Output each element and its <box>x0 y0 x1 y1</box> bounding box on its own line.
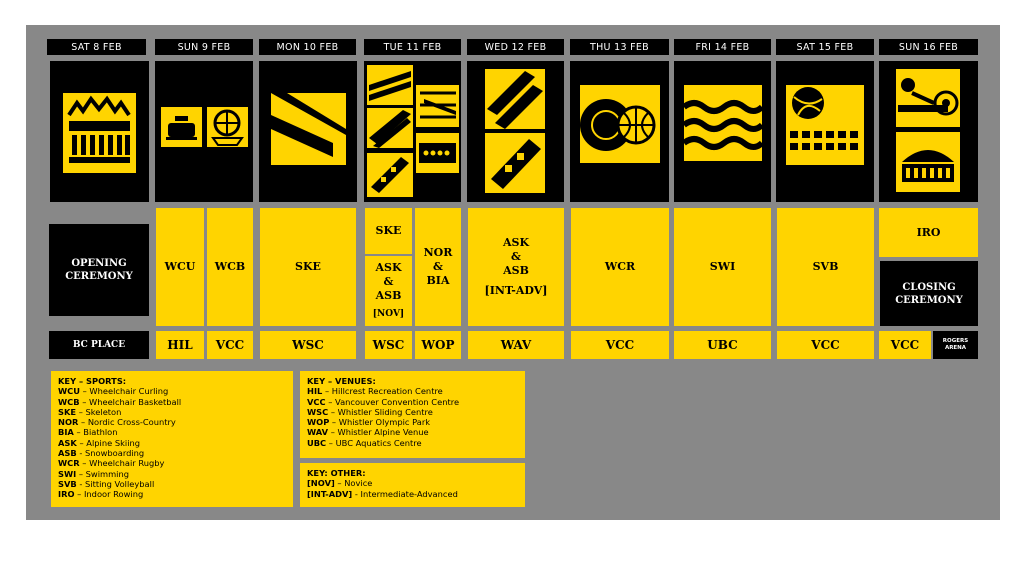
event-swi: SWI <box>674 208 771 326</box>
key-title: KEY – VENUES: <box>307 376 376 386</box>
pictogram-tile <box>467 61 564 202</box>
day-header: SUN 9 FEB <box>155 39 253 55</box>
key-title: KEY: OTHER: <box>307 468 366 478</box>
key-item: SVB - Sitting Volleyball <box>58 478 155 489</box>
key-item: SWI – Swimming <box>58 468 130 479</box>
key-item: BIA – Biathlon <box>58 427 118 438</box>
day-header: MON 10 FEB <box>259 39 356 55</box>
key-item: WAV – Whistler Alpine Venue <box>307 427 429 438</box>
event-iro: IRO <box>879 208 978 257</box>
skis-icon <box>367 108 413 148</box>
event-ske: SKE <box>260 208 356 326</box>
schedule-panel <box>26 25 1000 520</box>
venue-hil: HIL <box>156 331 204 359</box>
event-nor-bia: NOR & BIA <box>415 208 461 326</box>
key-item: IRO – Indoor Rowing <box>58 489 144 500</box>
key-item: WSC – Whistler Sliding Centre <box>307 406 433 417</box>
arena-icon <box>896 132 960 192</box>
event-svb: SVB <box>777 208 874 326</box>
key-item: WCR – Wheelchair Rugby <box>58 458 165 469</box>
key-item: SKE – Skeleton <box>58 406 122 417</box>
sitting-volleyball-icon <box>786 85 864 165</box>
key-item: [NOV] – Novice <box>307 478 373 489</box>
key-item: NOR – Nordic Cross-Country <box>58 417 176 428</box>
venue-wav: WAV <box>468 331 564 359</box>
skis-icon <box>367 65 413 105</box>
venue-vcc: VCC <box>777 331 874 359</box>
event-wcr: WCR <box>571 208 669 326</box>
day-header: SAT 8 FEB <box>47 39 146 55</box>
key-title: KEY – SPORTS: <box>58 376 127 386</box>
key-other <box>300 463 525 507</box>
key-item: WCB – Wheelchair Basketball <box>58 396 182 407</box>
pictogram-tile <box>776 61 874 202</box>
key-sports <box>51 371 293 507</box>
event-opening-ceremony: OPENING CEREMONY <box>49 224 149 316</box>
biathlon-target-icon <box>416 133 459 173</box>
event-wcu: WCU <box>156 208 204 326</box>
key-venues <box>300 371 525 458</box>
venue-wop: WOP <box>415 331 461 359</box>
key-item: UBC – UBC Aquatics Centre <box>307 437 422 448</box>
snowboard-icon <box>485 133 545 193</box>
wheelchair-rugby-icon <box>580 85 660 163</box>
swimming-waves-icon <box>684 85 762 161</box>
venue-bc-place: BC PLACE <box>49 331 149 359</box>
key-item: ASK – Alpine Skiing <box>58 437 141 448</box>
venue-ubc: UBC <box>674 331 771 359</box>
pictogram-tile <box>259 61 357 202</box>
venue-vcc: VCC <box>879 331 931 359</box>
event-ask-asb-int-adv <box>468 208 564 326</box>
day-header: TUE 11 FEB <box>364 39 461 55</box>
key-item: HIL – Hillcrest Recreation Centre <box>307 386 443 397</box>
pictogram-tile <box>155 61 253 202</box>
event-closing-ceremony: CLOSING CEREMONY <box>880 261 978 326</box>
pictogram-tile <box>674 61 771 202</box>
skeleton-sled-icon <box>271 93 346 165</box>
event-code: ASK & ASB <box>502 236 530 277</box>
venue-wsc: WSC <box>260 331 356 359</box>
pictogram-tile <box>50 61 149 202</box>
event-ske: SKE <box>365 208 412 254</box>
curling-stone-icon <box>161 107 202 147</box>
stadium-icon <box>63 93 136 173</box>
indoor-rowing-icon <box>896 69 960 127</box>
day-header: WED 12 FEB <box>467 39 564 55</box>
day-header: THU 13 FEB <box>570 39 669 55</box>
basketball-icon <box>207 107 248 147</box>
day-header: SUN 16 FEB <box>879 39 978 55</box>
venue-vcc: VCC <box>207 331 253 359</box>
key-item: [INT-ADV] - Intermediate-Advanced <box>307 488 458 499</box>
venue-vcc: VCC <box>571 331 669 359</box>
day-header: SAT 15 FEB <box>776 39 874 55</box>
key-item: VCC – Vancouver Convention Centre <box>307 396 460 407</box>
level-tag: [INT-ADV] <box>484 284 548 297</box>
level-tag: [NOV] <box>372 309 405 319</box>
event-code: ASK & ASB <box>375 261 402 302</box>
pictogram-tile <box>570 61 669 202</box>
key-item: WOP – Whistler Olympic Park <box>307 417 431 428</box>
event-wcb: WCB <box>207 208 253 326</box>
key-item: ASB - Snowboarding <box>58 448 145 459</box>
day-header: FRI 14 FEB <box>674 39 771 55</box>
pictogram-tile <box>879 61 978 202</box>
biathlon-rifle-icon <box>416 85 459 127</box>
skis-icon <box>485 69 545 129</box>
snowboard-icon <box>367 153 413 197</box>
venue-rogers-arena: ROGERS ARENA <box>933 331 978 359</box>
pictogram-tile <box>364 61 461 202</box>
event-ask-asb-nov <box>365 256 412 326</box>
venue-wsc: WSC <box>365 331 412 359</box>
key-item: WCU – Wheelchair Curling <box>58 386 169 397</box>
